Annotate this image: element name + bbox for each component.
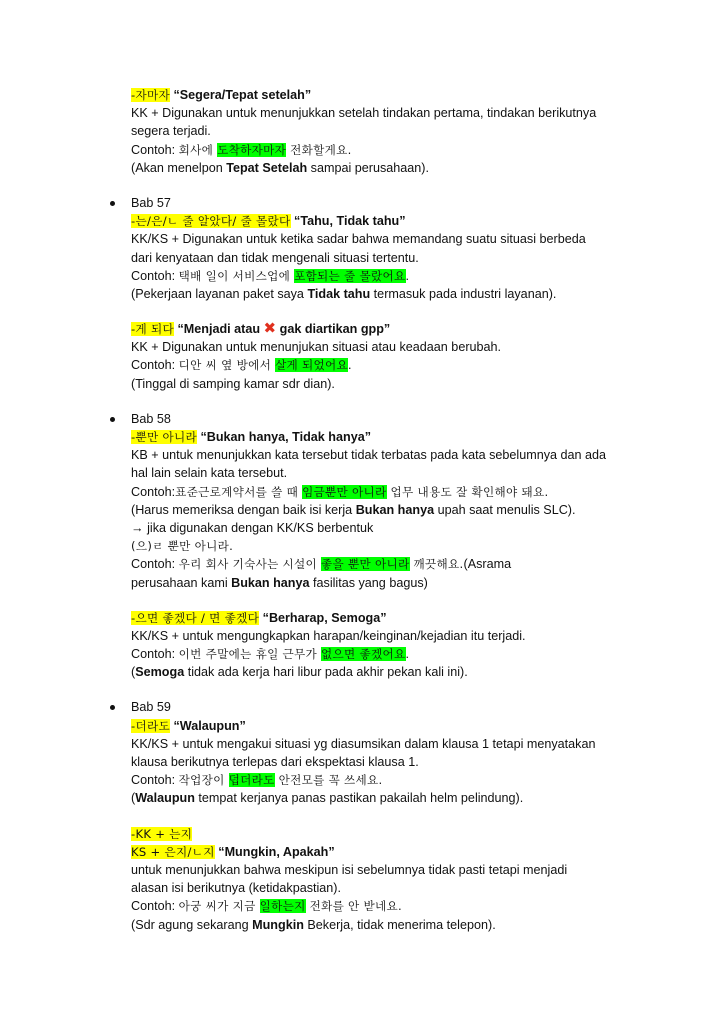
example-line (131, 645, 691, 663)
example-line (131, 267, 691, 285)
grammar-description: KK + Digunakan untuk menunjukkan setelah tindakan pertama, tindakan berikutnya (131, 106, 597, 121)
grammar-heading (131, 212, 691, 230)
example-text: . (348, 358, 352, 373)
grammar-heading (131, 320, 691, 338)
example-highlight: 살게 되었어요 (275, 358, 349, 373)
translation-line (131, 574, 691, 592)
example-label: Contoh: (131, 484, 176, 499)
example-line (131, 897, 691, 915)
grammar-heading (131, 825, 691, 843)
translation-text: sampai perusahaan). (307, 160, 429, 175)
example-text: . (405, 268, 410, 283)
grammar-meaning (177, 322, 390, 336)
translation-keyword: Tidak tahu (307, 286, 371, 301)
grammar-meaning-part: “Menjadi atau (177, 322, 264, 337)
grammar-pattern-highlight: -는/은/ㄴ 줄 알았다/ 줄 몰랐다 (131, 214, 291, 229)
grammar-meaning: “Bukan hanya, Tidak hanya” (200, 430, 372, 444)
grammar-meaning: “Tahu, Tidak tahu” (294, 214, 406, 229)
example-highlight: 없으면 좋겠어요 (321, 647, 406, 662)
translation-text: fasilitas yang bagus) (309, 575, 428, 590)
grammar-description: untuk menunjukkan bahwa meskipun isi sebelumnya tidak pasti tetapi menjadi (131, 862, 568, 877)
grammar-pattern-highlight: -자마자 (131, 88, 170, 102)
translation-text: (Sdr agung sekarang (131, 917, 253, 932)
example-text: 작업장이 (178, 773, 229, 788)
translation-text: (Pekerjaan layanan paket saya (131, 286, 308, 301)
example-label: Contoh: (131, 647, 179, 662)
bab-heading: Bab 58 (131, 410, 691, 428)
example-label: Contoh: (131, 773, 179, 788)
grammar-description: KK + Digunakan untuk menunjukan situasi atau keadaan berubah. (131, 340, 502, 355)
example-text: 우리 회사 기숙사는 시설이 (178, 557, 322, 572)
grammar-description: alasan isi berikutnya (ketidakpastian). (131, 881, 342, 896)
example-highlight: 덥더라도 (228, 773, 275, 788)
example-highlight: 도착하자마자 (217, 142, 287, 157)
translation-keyword: Bukan hanya (231, 575, 310, 590)
example-label: Contoh: (131, 358, 179, 373)
grammar-meaning: “Berharap, Semoga” (262, 610, 387, 625)
translation-text: ( (131, 665, 136, 680)
grammar-heading (131, 609, 691, 627)
example-text: 이번 주말에는 휴일 근무가 (178, 647, 322, 662)
translation-keyword: Bukan hanya (355, 502, 435, 517)
grammar-heading (131, 717, 691, 735)
document-content (131, 86, 691, 934)
example-line (131, 141, 691, 159)
example-label: Contoh: (131, 142, 179, 157)
translation-keyword: Tepat Setelah (226, 160, 308, 175)
grammar-meaning-part: gak diartikan gpp” (276, 322, 391, 337)
translation-line (131, 159, 691, 177)
example-text: 아궁 씨가 지금 (178, 899, 260, 914)
translation-line (131, 916, 691, 934)
grammar-form: (으)ㄹ 뿐만 아니라. (131, 539, 234, 554)
grammar-pattern-highlight: -뿐만 아니라 (131, 430, 197, 444)
example-label: Contoh: (131, 268, 179, 283)
grammar-pattern-highlight: -KK + 는지 (131, 826, 193, 841)
example-text: . (405, 647, 410, 662)
bab-heading: Bab 57 (131, 194, 691, 212)
translation-keyword: Semoga (135, 665, 185, 680)
example-text: 전화를 안 받네요. (305, 899, 403, 914)
grammar-meaning: “Segera/Tepat setelah” (173, 88, 312, 102)
grammar-description: dari kenyataan dan tidak mengenali situasi tertentu. (131, 250, 419, 265)
example-line (131, 771, 691, 789)
usage-note: → jika digunakan dengan KK/KS berbentuk (131, 520, 374, 535)
example-label: Contoh: (131, 557, 179, 572)
grammar-pattern-highlight: KS + 은지/ㄴ지 (131, 844, 215, 859)
translation-text: tidak ada kerja hari libur pada akhir pekan kali ini). (184, 665, 468, 680)
translation-text: ( (131, 791, 136, 806)
translation-line (131, 663, 691, 681)
example-text: 회사에 (178, 142, 218, 157)
grammar-description: KK/KS + Digunakan untuk ketika sadar bahwa memandang suatu situasi berbeda (131, 232, 586, 247)
translation-keyword: Mungkin (252, 917, 304, 932)
grammar-pattern-highlight: -더라도 (131, 718, 170, 733)
translation-text: (Asrama (463, 557, 512, 572)
example-text: 안전모를 꼭 쓰세요. (274, 773, 383, 788)
grammar-meaning: “Mungkin, Apakah” (218, 844, 335, 859)
example-line (131, 356, 691, 374)
translation-line (131, 501, 691, 519)
translation-line (131, 789, 691, 807)
grammar-description: KK/KS + untuk mengungkapkan harapan/keinginan/kejadian itu terjadi. (131, 628, 526, 643)
grammar-heading (131, 843, 691, 861)
example-line (131, 483, 691, 501)
example-label: Contoh: (131, 899, 179, 914)
grammar-meaning: “Walaupun” (173, 718, 246, 733)
translation-text: (Harus memeriksa dengan baik isi kerja (131, 502, 356, 517)
grammar-description: KB + untuk menunjukkan kata tersebut tidak terbatas pada kata sebelumnya dan ada (131, 448, 607, 463)
grammar-description: segera terjadi. (131, 124, 211, 139)
example-highlight: 일하는지 (259, 899, 306, 914)
translation-text: tempat kerjanya panas pastikan pakailah helm pelindung). (194, 791, 524, 806)
grammar-heading (131, 428, 691, 446)
example-text: 표준근로계약서를 쓸 때 (175, 484, 303, 499)
translation-text: perusahaan kami (131, 575, 232, 590)
cross-mark-icon: ✖ (263, 320, 277, 338)
example-text: 디안 씨 옆 방에서 (178, 358, 276, 373)
example-text: 택배 일이 서비스업에 (178, 268, 295, 283)
translation-text: termasuk pada industri layanan). (370, 286, 557, 301)
translation-text: (Akan menelpon (131, 160, 227, 175)
translation-keyword: Walaupun (135, 791, 195, 806)
example-highlight: 포함되는 줄 몰랐어요 (294, 268, 406, 283)
translation-line: (Tinggal di samping kamar sdr dian). (131, 376, 335, 391)
example-highlight: 임금뿐만 아니라 (302, 484, 387, 499)
grammar-description: klausa berikutnya terlepas dari ekspektasi klausa 1. (131, 755, 419, 769)
grammar-description: hal lain selain kata tersebut. (131, 466, 288, 481)
example-text: 깨끗해요. (409, 557, 464, 572)
grammar-description: KK/KS + untuk mengakui situasi yg diasumsikan dalam klausa 1 tetapi menyatakan (131, 736, 596, 751)
example-line (131, 555, 691, 573)
grammar-pattern-highlight: -으면 좋겠다 / 면 좋겠다 (131, 610, 260, 625)
translation-line (131, 285, 691, 303)
translation-text: Bekerja, tidak menerima telepon). (303, 917, 496, 932)
bab-heading: Bab 59 (131, 698, 691, 716)
translation-text: upah saat menulis SLC). (434, 502, 576, 517)
grammar-pattern-highlight: -게 되다 (131, 322, 174, 337)
example-highlight: 좋을 뿐만 아니라 (321, 557, 410, 572)
grammar-heading (131, 86, 691, 104)
example-text: 업무 내용도 잘 확인해야 돼요. (386, 484, 549, 499)
example-text: 전화할게요. (286, 142, 352, 157)
